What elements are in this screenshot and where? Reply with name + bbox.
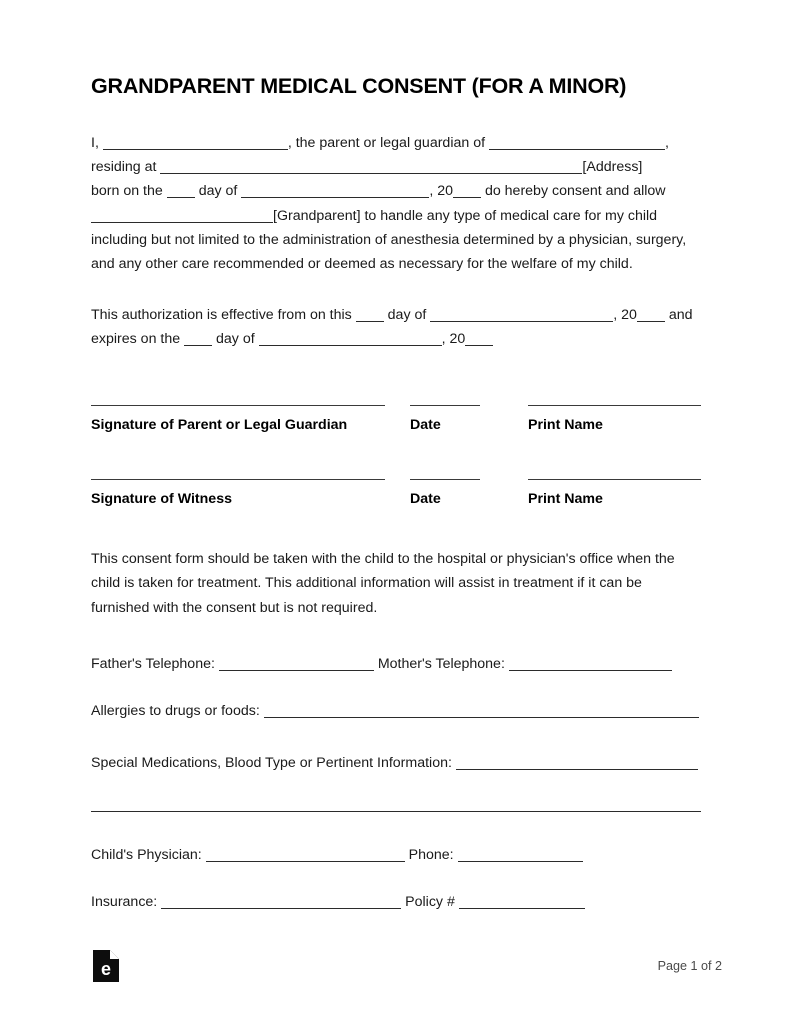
expiry-year-blank[interactable] xyxy=(465,333,493,346)
insurance-label: Insurance: xyxy=(91,894,158,911)
effective-year-blank[interactable] xyxy=(637,309,665,322)
instructions-line-3: furnished with the consent but is not required. xyxy=(91,599,378,616)
consent-line1-text-a: I, xyxy=(91,134,99,151)
grandparent-tag-text: [Grandparent] to handle any type of medical care for my child xyxy=(273,207,658,224)
eforms-document-icon xyxy=(93,950,119,982)
consent-line-2 xyxy=(91,155,701,179)
expiry-month-blank[interactable] xyxy=(259,333,442,346)
physician-field-row xyxy=(91,844,701,866)
authorization-effective-label: This authorization is effective from on this xyxy=(91,306,352,323)
witness-signature-label: Signature of Witness xyxy=(91,491,232,508)
expires-on-label: expires on the xyxy=(91,330,181,347)
effective-day-blank[interactable] xyxy=(356,309,384,322)
fathers-telephone-label: Father's Telephone: xyxy=(91,656,215,673)
consent-line-4 xyxy=(91,204,701,228)
grandparent-name-blank[interactable] xyxy=(91,210,273,223)
special-medications-continuation-line[interactable] xyxy=(91,811,701,812)
childs-physician-label: Child's Physician: xyxy=(91,847,202,864)
authorization-and-text: and xyxy=(668,306,693,323)
residing-at-label: residing at xyxy=(91,159,157,176)
expiry-year-prefix: , 20 xyxy=(441,330,466,347)
eforms-logo-letter: e xyxy=(100,959,112,979)
parent-date-line[interactable] xyxy=(410,405,480,406)
consent-line1-text-b: , the parent or legal guardian of xyxy=(287,134,486,151)
witness-date-line[interactable] xyxy=(410,479,480,480)
expiry-day-blank[interactable] xyxy=(184,333,212,346)
page-number: Page 1 of 2 xyxy=(657,959,722,973)
child-name-blank[interactable] xyxy=(489,137,665,150)
instructions-paragraph xyxy=(91,547,701,620)
day-of-label-2: day of xyxy=(387,306,427,323)
day-of-label-3: day of xyxy=(216,330,255,347)
page-title: GRANDPARENT MEDICAL CONSENT (FOR A MINOR) xyxy=(91,74,627,98)
childs-physician-input[interactable] xyxy=(206,849,405,862)
signature-block-witness xyxy=(91,479,701,525)
signature-block-parent xyxy=(91,405,701,451)
consent-paragraph xyxy=(91,131,701,277)
fathers-telephone-input[interactable] xyxy=(219,658,374,671)
parent-name-blank[interactable] xyxy=(103,137,288,150)
effective-month-blank[interactable] xyxy=(430,309,613,322)
insurance-field-row xyxy=(91,891,701,913)
address-blank[interactable] xyxy=(160,161,582,174)
parent-signature-line[interactable] xyxy=(91,405,385,406)
consent-line1-text-c: , xyxy=(664,134,669,151)
special-medications-label: Special Medications, Blood Type or Pertinent Information: xyxy=(91,755,452,772)
instructions-line-1: This consent form should be taken with the child to the hospital or physician's office when the xyxy=(91,551,675,568)
policy-number-label: Policy # xyxy=(405,894,455,911)
address-tag: [Address] xyxy=(582,159,643,176)
policy-number-input[interactable] xyxy=(459,896,585,909)
phone-label: Phone: xyxy=(408,847,454,864)
witness-signature-line[interactable] xyxy=(91,479,385,480)
special-medications-input[interactable] xyxy=(456,757,698,770)
authorization-paragraph xyxy=(91,303,701,352)
witness-date-label: Date xyxy=(410,491,441,508)
mothers-telephone-label: Mother's Telephone: xyxy=(377,656,505,673)
birth-day-blank[interactable] xyxy=(167,185,195,198)
authorization-line-1 xyxy=(91,303,701,327)
parent-signature-label: Signature of Parent or Legal Guardian xyxy=(91,417,348,434)
mothers-telephone-input[interactable] xyxy=(509,658,672,671)
consent-line-1 xyxy=(91,131,701,155)
born-on-label: born on the xyxy=(91,183,163,200)
document-content xyxy=(91,0,701,913)
telephone-field-row xyxy=(91,653,701,675)
consent-allow-text: do hereby consent and allow xyxy=(484,183,666,200)
insurance-input[interactable] xyxy=(161,896,401,909)
birth-year-prefix: , 20 xyxy=(429,183,453,200)
allergies-field-row xyxy=(91,700,701,722)
parent-date-label: Date xyxy=(410,417,441,434)
authorization-line-2 xyxy=(91,327,701,351)
parent-print-name-line[interactable] xyxy=(528,405,701,406)
allergies-label: Allergies to drugs or foods: xyxy=(91,703,260,720)
birth-month-blank[interactable] xyxy=(241,185,429,198)
allergies-input[interactable] xyxy=(264,705,699,718)
day-of-label-1: day of xyxy=(198,183,238,200)
witness-print-name-label: Print Name xyxy=(528,491,603,508)
effective-year-prefix: , 20 xyxy=(613,306,637,323)
consent-line-5: including but not limited to the administration of anesthesia determined by a physician, surgery, xyxy=(91,231,687,248)
special-medications-field-row xyxy=(91,752,701,774)
physician-phone-input[interactable] xyxy=(458,849,583,862)
witness-print-name-line[interactable] xyxy=(528,479,701,480)
birth-year-blank[interactable] xyxy=(453,185,481,198)
consent-line-3 xyxy=(91,179,701,203)
consent-line-6: and any other care recommended or deemed as necessary for the welfare of my child. xyxy=(91,256,633,273)
instructions-line-2: child is taken for treatment. This additional information will assist in treatment if it can be xyxy=(91,575,642,592)
parent-print-name-label: Print Name xyxy=(528,417,603,434)
